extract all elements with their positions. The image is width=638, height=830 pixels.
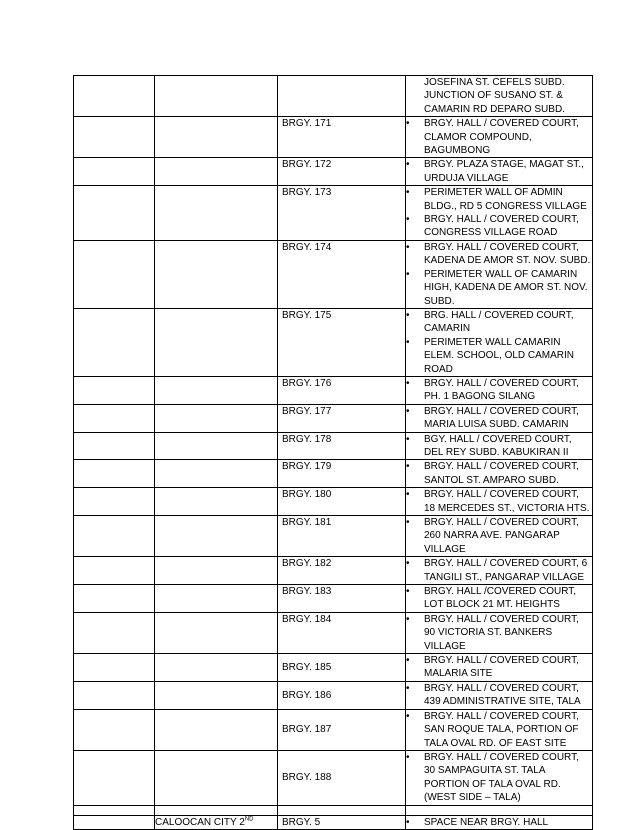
city-cell [74,516,155,557]
barangay-cell: BRGY. 178 [278,432,406,460]
site-item: • BRGY. HALL / COVERED COURT, CONGRESS VILLAGE ROAD [406,213,592,240]
table-row [74,186,593,241]
barangay-cell: BRGY. 175 [278,308,406,376]
barangay-cell [278,76,406,117]
barangay-cell: BRGY. 176 [278,376,406,404]
site-item: • BRG. HALL / COVERED COURT, CAMARIN [406,309,592,336]
district-cell [155,404,278,432]
table-row [74,404,593,432]
site-item: JOSEFINA ST. CEFELS SUBD. [424,77,565,88]
district-cell [155,612,278,653]
district-cell [155,585,278,613]
site-item: • BRGY. HALL / COVERED COURT, 18 MERCEDES ST., VICTORIA HTS. [406,488,592,515]
empty-cell [155,805,278,815]
sites-cell [406,654,593,682]
table-row [74,240,593,308]
sites-list [406,710,592,750]
city-cell [74,186,155,241]
city-cell [74,557,155,585]
city-ordinal-suffix: ND [244,816,254,823]
sites-list [406,309,592,376]
site-item: JUNCTION OF SUSANO ST. & CAMARIN RD DEPARO SUBD. [424,90,565,115]
table-row [74,460,593,488]
city-cell [74,815,155,829]
table-row [74,654,593,682]
sites-list [406,654,592,681]
sites-cell [406,612,593,653]
sites-list [406,613,592,653]
sites-cell [406,750,593,805]
sites-cell [406,158,593,186]
sites-list [406,117,592,157]
barangay-cell: BRGY. 188 [278,750,406,805]
barangay-cell: BRGY. 173 [278,186,406,241]
sites-cell [406,585,593,613]
city-name: CALOOCAN CITY 2 [155,816,245,828]
city-cell [74,240,155,308]
city-cell [74,404,155,432]
district-cell [155,654,278,682]
table-row [74,432,593,460]
table-row [74,709,593,750]
sites-list [406,186,592,240]
district-cell [155,308,278,376]
site-item: • PERIMETER WALL OF CAMARIN HIGH, KADENA DE AMOR ST. NOV. SUBD. [406,268,592,308]
site-item: • BRGY. HALL / COVERED COURT, 260 NARRA AVE. PANGARAP VILLAGE [406,516,592,556]
district-cell [155,750,278,805]
empty-cell [278,805,406,815]
sites-cell [406,516,593,557]
sites-cell [406,117,593,158]
barangay-cell: BRGY. 174 [278,240,406,308]
site-item: • BRGY. HALL / COVERED COURT, PH. 1 BAGONG SILANG [406,377,592,404]
city-cell [74,117,155,158]
barangay-cell: BRGY. 185 [278,654,406,682]
sites-list [406,76,592,116]
site-item: • BRGY. HALL / COVERED COURT, 90 VICTORIA ST. BANKERS VILLAGE [406,613,592,653]
sites-list [406,241,592,308]
table-row [74,585,593,613]
site-item: • BRGY. HALL / COVERED COURT, KADENA DE AMOR ST. NOV. SUBD. [406,241,592,268]
barangay-cell: BRGY. 5 [278,815,406,829]
table-row [74,612,593,653]
sites-list [406,816,592,829]
barangay-cell: BRGY. 182 [278,557,406,585]
district-cell [155,117,278,158]
site-item: • BRGY. HALL / COVERED COURT, MARIA LUISA SUBD. CAMARIN [406,405,592,432]
site-item: • BRGY. HALL / COVERED COURT, 439 ADMINISTRATIVE SITE, TALA [406,682,592,709]
city-cell [74,681,155,709]
site-item: • BGY. HALL / COVERED COURT, DEL REY SUBD. KABUKIRAN II [406,433,592,460]
table-row [74,76,593,117]
city-name-cell [155,815,278,829]
empty-cell [74,805,155,815]
table-row [74,117,593,158]
sites-cell [406,308,593,376]
table-row [74,376,593,404]
district-cell [155,516,278,557]
district-cell [155,376,278,404]
city-cell [74,460,155,488]
site-item: • PERIMETER WALL OF ADMIN BLDG., RD 5 CONGRESS VILLAGE [406,186,592,213]
district-cell [155,709,278,750]
city-cell [74,308,155,376]
barangay-cell: BRGY. 184 [278,612,406,653]
sites-cell [406,186,593,241]
sites-list [406,377,592,404]
sites-list [406,682,592,709]
sites-list [406,158,592,185]
district-cell [155,186,278,241]
district-cell [155,488,278,516]
city-cell [74,750,155,805]
site-item: • BRGY. HALL / COVERED COURT, SAN ROQUE TALA, PORTION OF TALA OVAL RD. OF EAST SITE [406,710,592,750]
table-row [74,516,593,557]
barangay-cell: BRGY. 187 [278,709,406,750]
sites-cell [406,460,593,488]
barangay-cell: BRGY. 181 [278,516,406,557]
empty-cell [406,805,593,815]
sites-list [406,585,592,612]
city-cell [74,432,155,460]
sites-list [406,751,592,805]
empty-row [74,805,593,815]
sites-list [406,488,592,515]
table-row [74,750,593,805]
district-cell [155,240,278,308]
barangay-cell: BRGY. 177 [278,404,406,432]
city-cell [74,488,155,516]
table-row [74,158,593,186]
sites-cell [406,709,593,750]
barangay-cell: BRGY. 180 [278,488,406,516]
sites-cell [406,488,593,516]
site-item: • BRGY. HALL / COVERED COURT, CLAMOR COMPOUND, BAGUMBONG [406,117,592,157]
city-cell [74,709,155,750]
district-cell [155,158,278,186]
barangay-cell: BRGY. 171 [278,117,406,158]
city-cell [74,585,155,613]
sites-cell [406,76,593,117]
barangay-cell: BRGY. 179 [278,460,406,488]
barangay-cell: BRGY. 183 [278,585,406,613]
district-cell [155,681,278,709]
sites-cell [406,681,593,709]
district-cell [155,460,278,488]
sites-list [406,557,592,584]
city-cell [74,158,155,186]
district-cell [155,76,278,117]
sites-cell [406,432,593,460]
site-item: • PERIMETER WALL CAMARIN ELEM. SCHOOL, OLD CAMARIN ROAD [406,336,592,376]
city-cell [74,376,155,404]
sites-cell [406,815,593,829]
district-cell [155,557,278,585]
table-row [74,488,593,516]
site-item: • BRGY. HALL / COVERED COURT, 6 TANGILI ST., PANGARAP VILLAGE [406,557,592,584]
table-row [74,681,593,709]
site-item: • BRGY. HALL /COVERED COURT, LOT BLOCK 21 MT. HEIGHTS [406,585,592,612]
site-item: • BRGY. HALL / COVERED COURT, MALARIA SITE [406,654,592,681]
sites-list [406,433,592,460]
site-item: • BRGY. HALL / COVERED COURT, 30 SAMPAGUITA ST. TALA PORTION OF TALA OVAL RD. (WEST SIDE – TALA) [406,751,592,805]
city-cell [74,654,155,682]
sites-list [406,516,592,556]
barangay-cell: BRGY. 186 [278,681,406,709]
city-cell [74,76,155,117]
district-cell [155,432,278,460]
sites-list [406,405,592,432]
sites-cell [406,404,593,432]
sites-cell [406,240,593,308]
table-row [74,308,593,376]
sites-list [406,460,592,487]
table-row [74,815,593,829]
sites-cell [406,557,593,585]
table-body [74,76,593,830]
site-item: • SPACE NEAR BRGY. HALL [406,816,592,829]
site-item: • BRGY. HALL / COVERED COURT, SANTOL ST. AMPARO SUBD. [406,460,592,487]
city-cell [74,612,155,653]
polling-sites-table [73,75,593,830]
table-row [74,557,593,585]
sites-cell [406,376,593,404]
site-item: • BRGY. PLAZA STAGE, MAGAT ST., URDUJA VILLAGE [406,158,592,185]
barangay-cell: BRGY. 172 [278,158,406,186]
